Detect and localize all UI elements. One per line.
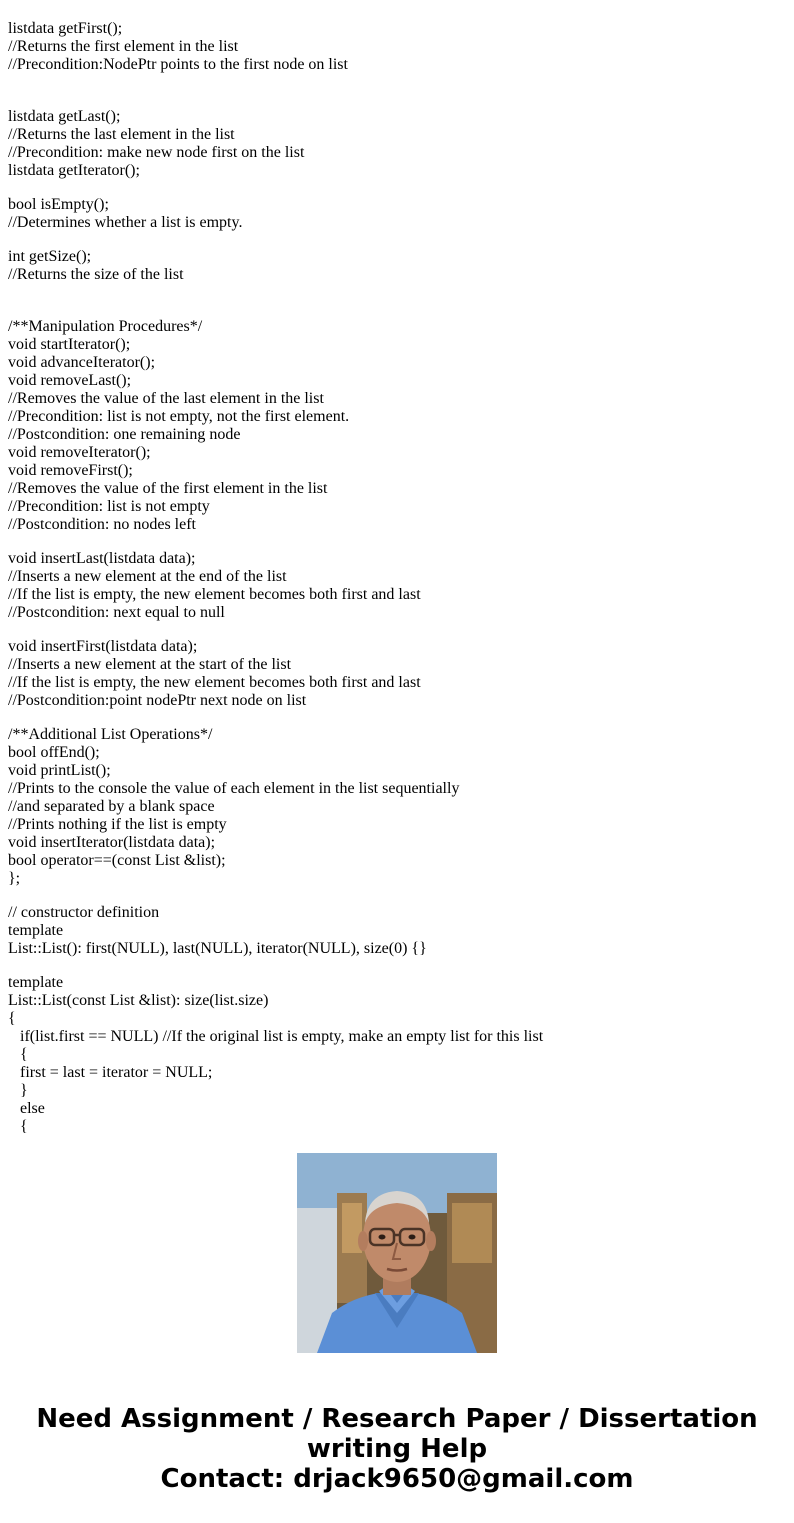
code-line: //Removes the value of the last element in the list [8, 390, 324, 407]
code-line: //Prints nothing if the list is empty [8, 816, 227, 833]
code-line: listdata getIterator(); [8, 162, 140, 179]
code-line: // constructor definition [8, 904, 160, 921]
code-block [8, 550, 788, 622]
code-line: void printList(); [8, 762, 111, 779]
code-block [8, 20, 788, 92]
code-line: //Precondition: make new node first on the list [8, 144, 305, 161]
code-block [8, 904, 788, 958]
banner-line-1: Need Assignment / Research Paper / Dissertation [36, 1404, 758, 1434]
code-line: //and separated by a blank space [8, 798, 215, 815]
avatar [297, 1153, 497, 1353]
code-line: void removeLast(); [8, 372, 132, 389]
code-line: { [8, 1010, 16, 1027]
code-line: { [8, 1118, 28, 1135]
code-line: void insertLast(listdata data); [8, 550, 196, 567]
code-line: //Returns the first element in the list [8, 38, 239, 55]
code-line: //Inserts a new element at the end of the list [8, 568, 287, 585]
code-line: //Postcondition: no nodes left [8, 516, 196, 533]
code-line: //Returns the size of the list [8, 266, 184, 283]
code-line: void advanceIterator(); [8, 354, 156, 371]
code-line: //Removes the value of the first element in the list [8, 480, 328, 497]
code-line: else [8, 1100, 45, 1117]
avatar-photo [297, 1153, 497, 1353]
code-line: List::List(const List &list): size(list.size) [8, 992, 269, 1009]
code-block [8, 974, 788, 1136]
code-line: void removeFirst(); [8, 462, 133, 479]
code-block [8, 318, 788, 534]
code-line: List::List(): first(NULL), last(NULL), iterator(NULL), size(0) {} [8, 940, 427, 957]
code-line: first = last = iterator = NULL; [8, 1064, 213, 1081]
code-line: //Precondition: list is not empty [8, 498, 210, 515]
banner-line-2: writing Help [306, 1434, 488, 1464]
code-line: //Postcondition: one remaining node [8, 426, 241, 443]
code-line: bool operator==(const List &list); [8, 852, 226, 869]
code-line: //If the list is empty, the new element becomes both first and last [8, 586, 421, 603]
code-line: bool isEmpty(); [8, 196, 109, 213]
code-block [8, 196, 788, 232]
code-line: //Prints to the console the value of each element in the list sequentially [8, 780, 460, 797]
code-line: listdata getLast(); [8, 108, 121, 125]
code-line: if(list.first == NULL) //If the original list is empty, make an empty list for this list [8, 1028, 544, 1045]
code-block [8, 726, 788, 888]
code-line: void removeIterator(); [8, 444, 151, 461]
code-line: { [8, 1046, 28, 1063]
code-line: void startIterator(); [8, 336, 131, 353]
code-block [8, 108, 788, 180]
code-line: void insertFirst(listdata data); [8, 638, 198, 655]
blank-line [8, 284, 788, 302]
code-line: template [8, 922, 64, 939]
code-listing [8, 20, 788, 1135]
contact-banner [0, 1404, 794, 1494]
code-line: //Returns the last element in the list [8, 126, 235, 143]
blank-line [8, 74, 788, 92]
code-line: bool offEnd(); [8, 744, 100, 761]
code-line: //Precondition:NodePtr points to the first node on list [8, 56, 348, 73]
code-line: //Inserts a new element at the start of the list [8, 656, 292, 673]
code-line: /**Additional List Operations*/ [8, 726, 213, 743]
code-line: listdata getFirst(); [8, 20, 123, 37]
code-block [8, 638, 788, 710]
banner-contact: Contact: drjack9650@gmail.com [160, 1464, 634, 1494]
code-line: template [8, 974, 64, 991]
code-line: //Determines whether a list is empty. [8, 214, 243, 231]
code-block [8, 248, 788, 302]
code-line: //If the list is empty, the new element becomes both first and last [8, 674, 421, 691]
code-line: //Postcondition: next equal to null [8, 604, 225, 621]
code-line: void insertIterator(listdata data); [8, 834, 216, 851]
code-line: /**Manipulation Procedures*/ [8, 318, 203, 335]
code-line: int getSize(); [8, 248, 92, 265]
code-line: }; [8, 870, 21, 887]
code-line: //Precondition: list is not empty, not the first element. [8, 408, 350, 425]
code-line: } [8, 1082, 28, 1099]
code-line: //Postcondition:point nodePtr next node on list [8, 692, 307, 709]
